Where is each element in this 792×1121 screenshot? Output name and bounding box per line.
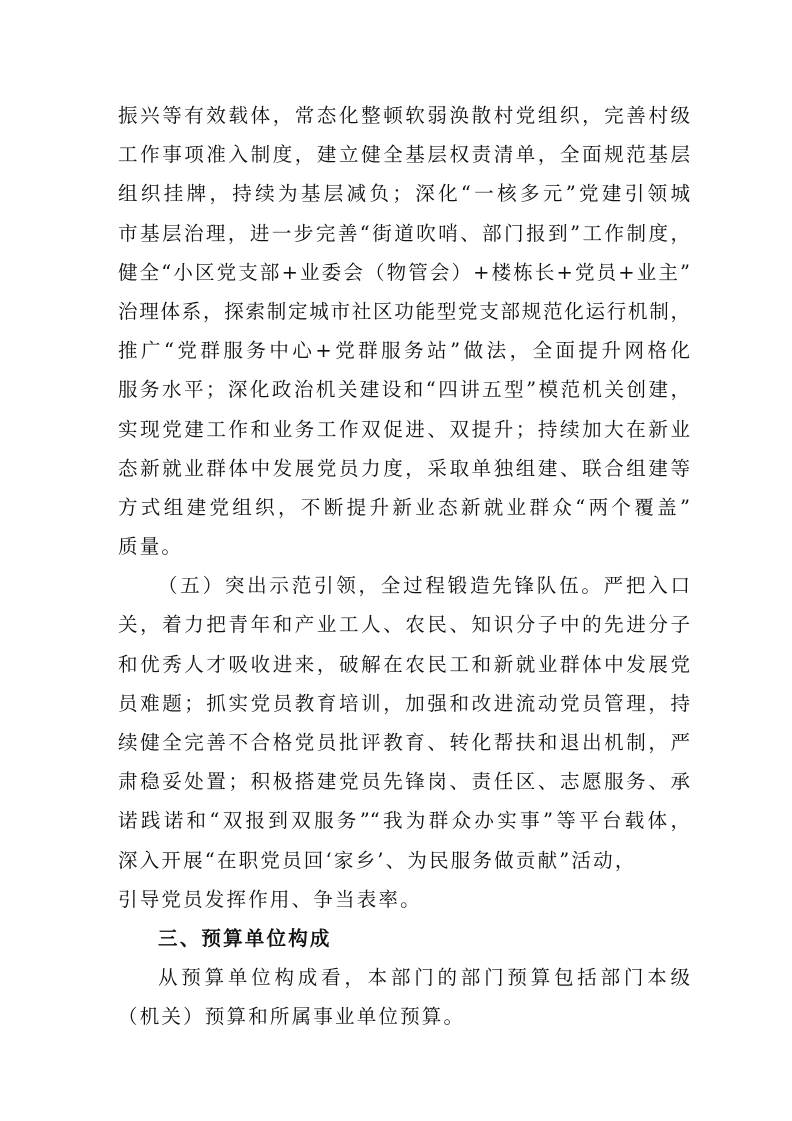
text-line: 关，着力把青年和产业工人、农民、知识分子中的先进分子 xyxy=(118,613,690,637)
text-line: 实现党建工作和业务工作双促进、双提升；持续加大在新业 xyxy=(118,417,690,441)
text-line: 深入开展“在职党员回‘家乡’、为民服务做贡献”活动， xyxy=(118,848,637,872)
text-line: 推广“党群服务中心+党群服务站”做法，全面提升网格化 xyxy=(118,339,690,363)
text-line: （机关）预算和所属事业单位预算。 xyxy=(118,1005,466,1029)
text-line: 诺践诺和“双报到双服务”“我为群众办实事”等平台载体， xyxy=(118,809,690,833)
text-line: 续健全完善不合格党员批评教育、转化帮扶和退出机制，严 xyxy=(118,731,690,754)
text-line: 工作事项准入制度，建立健全基层权责清单，全面规范基层 xyxy=(118,143,690,167)
text-line: 服务水平；深化政治机关建设和“四讲五型”模范机关创建， xyxy=(118,378,690,402)
text-line: 方式组建党组织，不断提升新业态新就业群众“两个覆盖” xyxy=(118,495,690,519)
section-3-heading: 三、预算单位构成 xyxy=(158,926,332,950)
text-line: 健全“小区党支部+业委会（物管会）+楼栋长+党员+业主” xyxy=(118,260,690,284)
text-line: 质量。 xyxy=(118,535,184,559)
text-line: 员难题；抓实党员教育培训，加强和改进流动党员管理，持 xyxy=(118,691,690,715)
text-line: 从预算单位构成看，本部门的部门预算包括部门本级 xyxy=(158,966,690,990)
text-line: 治理体系，探索制定城市社区功能型党支部规范化运行机制， xyxy=(118,299,690,323)
section-5-first-line: （五）突出示范引领，全过程锻造先锋队伍。严把入口 xyxy=(158,574,690,598)
text-line: 肃稳妥处置；积极搭建党员先锋岗、责任区、志愿服务、承 xyxy=(118,770,690,794)
body-text xyxy=(118,96,690,1037)
text-line: 态新就业群体中发展党员力度，采取单独组建、联合组建等 xyxy=(118,456,690,480)
text-line: 振兴等有效载体，常态化整顿软弱涣散村党组织，完善村级 xyxy=(118,104,690,127)
text-line: 和优秀人才吸收进来，破解在农民工和新就业群体中发展党 xyxy=(118,652,690,676)
text-line: 引导党员发挥作用、争当表率。 xyxy=(118,887,422,911)
text-line: 市基层治理，进一步完善“街道吹哨、部门报到”工作制度， xyxy=(118,221,690,245)
text-line: 组织挂牌，持续为基层减负；深化“一核多元”党建引领城 xyxy=(118,182,690,206)
